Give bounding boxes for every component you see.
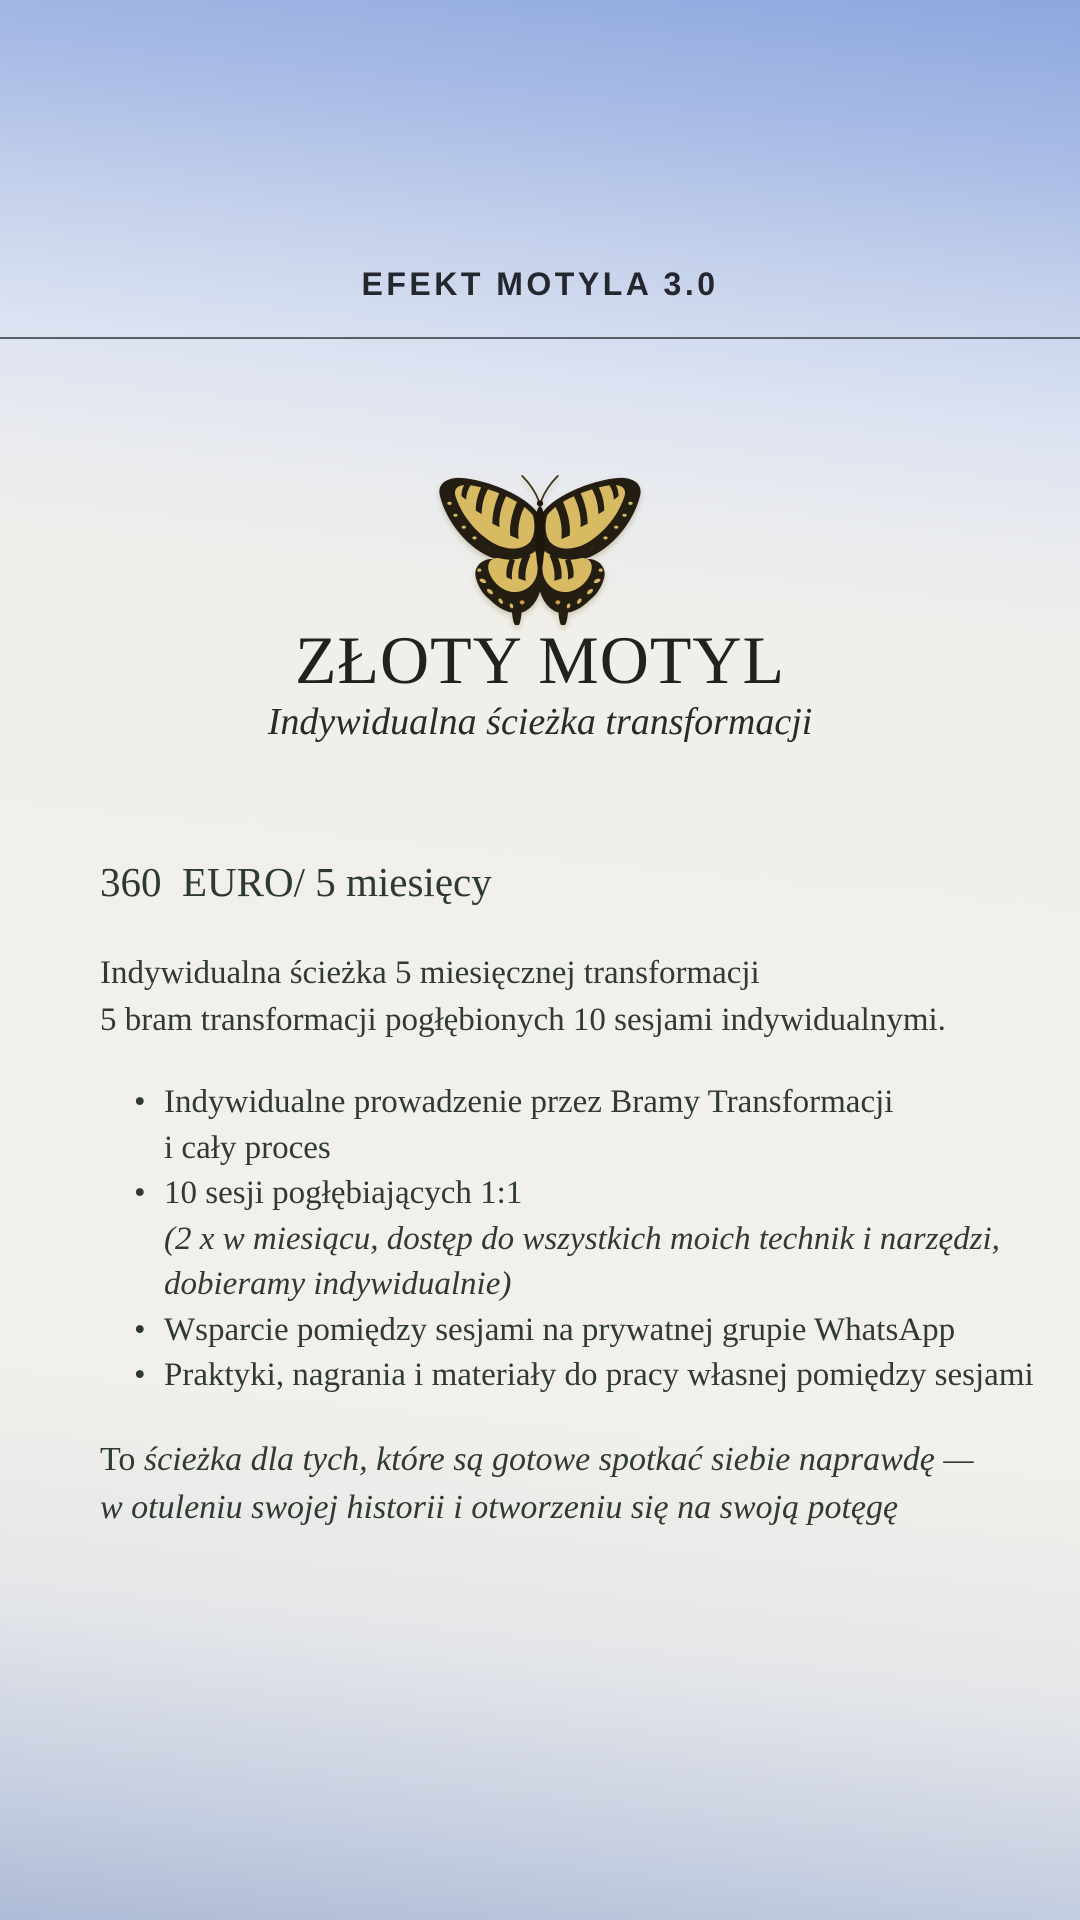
- list-item: [100, 1171, 1050, 1308]
- closing-line-2: w otuleniu swojej historii i otworzeniu się na swoją potęgę: [100, 1489, 899, 1527]
- closing-line-1: [100, 1436, 1040, 1484]
- bullet-line: • 10 sesji pogłębiających 1:1: [164, 1175, 523, 1212]
- list-item: [100, 1080, 1050, 1171]
- intro-line-1: Indywidualna ścieżka 5 miesięcznej transformacji: [100, 955, 760, 991]
- bullet-line: • Praktyki, nagrania i materiały do pracy własnej pomiędzy sesjami: [164, 1357, 1034, 1394]
- benefits-list: [100, 1080, 1050, 1399]
- closing-lead: To: [100, 1441, 144, 1478]
- divider-line: [0, 337, 1080, 339]
- intro-line-2: 5 bram transformacji pogłębionych 10 sesjami indywidualnymi.: [100, 1001, 946, 1038]
- price-text: 360 EURO/ 5 miesięcy: [100, 859, 492, 905]
- page-subtitle: Indywidualna ścieżka transformacji: [267, 701, 813, 743]
- bullet-line: i cały proces: [164, 1129, 331, 1166]
- bullet-line-italic: (2 x w miesiącu, dostęp do wszystkich moich technik i narzędzi,: [164, 1220, 1000, 1257]
- bullet-line-italic: dobieramy indywidualnie): [164, 1266, 512, 1303]
- bullet-line: • Wsparcie pomiędzy sesjami na prywatnej grupie WhatsApp: [164, 1311, 956, 1348]
- page-title: ZŁOTY MOTYL: [294, 622, 786, 698]
- closing-line-1-text: ścieżka dla tych, które są gotowe spotkać siebie naprawdę —: [143, 1441, 974, 1478]
- list-item: [100, 1308, 1050, 1354]
- bullet-line: • Indywidualne prowadzenie przez Bramy Transformacji: [164, 1084, 894, 1120]
- page-kicker: EFEKT MOTYLA 3.0: [361, 266, 719, 302]
- intro-paragraph: [100, 950, 1030, 1044]
- closing-paragraph: [100, 1436, 1040, 1533]
- butterfly-icon: [415, 458, 665, 625]
- list-item: [100, 1353, 1050, 1399]
